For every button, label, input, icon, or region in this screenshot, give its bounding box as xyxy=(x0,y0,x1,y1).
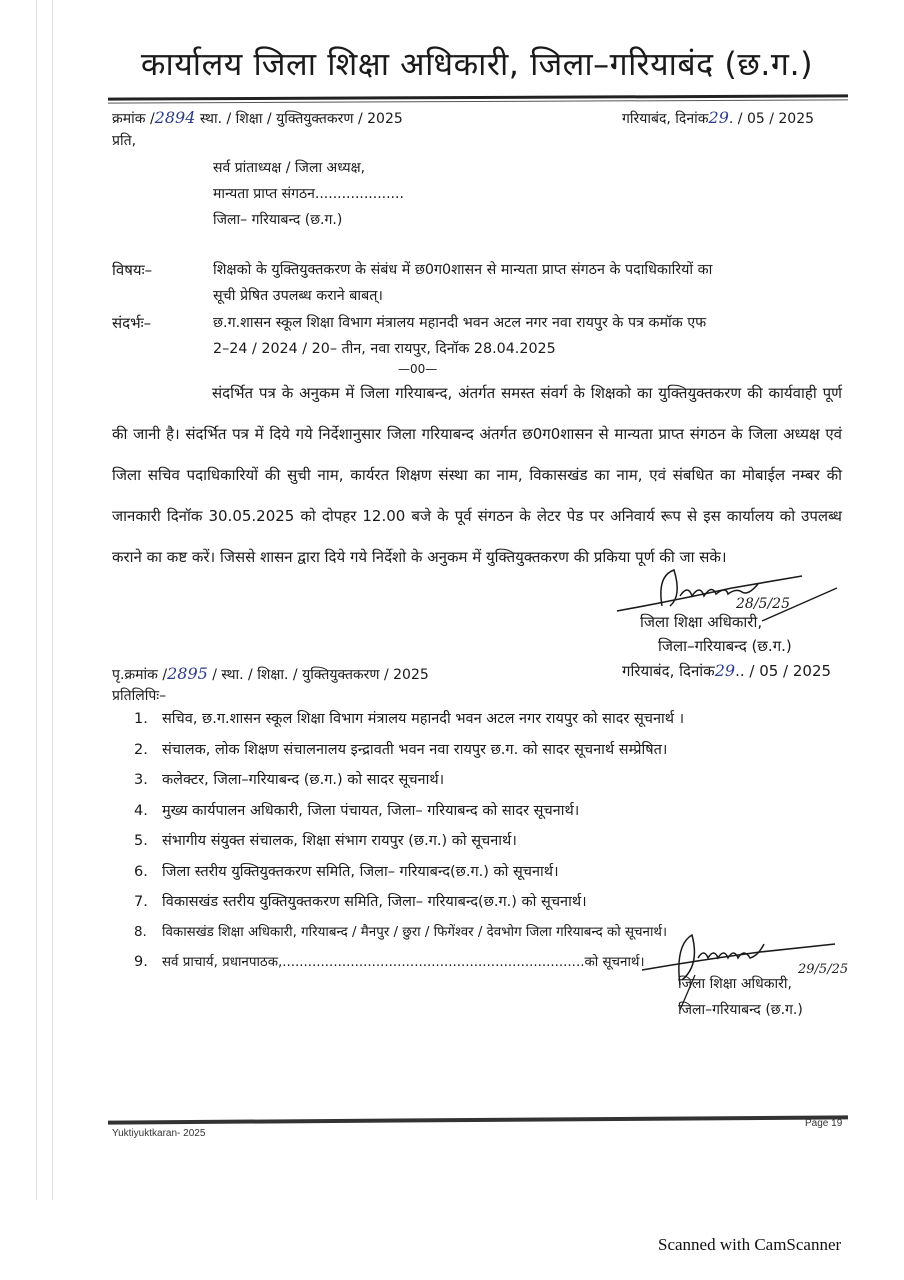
item-number: 3. xyxy=(134,772,148,788)
copy-signatory-title: जिला शिक्षा अधिकारी, xyxy=(678,976,792,992)
copy-list-item xyxy=(134,861,684,892)
body-text: संदर्भित पत्र के अनुकम में जिला गरियाबन्द, अंतर्गत समस्त संवर्ग के शिक्षको का युक्तियुक्तकरण की कार्यवाही पूर्ण की जानी है। संदर्भित पत्र में दिये गये निर्देशानुसार जिला गरियाबन्द अंतर्गत छ0ग0शासन से मान्यता प्राप्त संगठन के जिला अध्यक्ष एवं जिला सचिव पदाधिकारियों की सुची नाम, कार्यरत शिक्षण संस्था का नाम, विकासखंड का नाम, एवं संबधित का मोबाईल नम्बर की जानकारी दिनॉक 30.05.2025 को दोपहर 12.00 बजे के पूर्व संगठन के लेटर पेड पर अनिवार्य रूप से इस कार्यालय को उपलब्ध कराने का कष्ट करें। जिससे शासन द्वारा दिये गये निर्देशो के अनुकम में युक्तियुक्तकरण की प्रकिया पूर्ण की जा सके। xyxy=(112,384,842,566)
date-day-handwritten: 29 xyxy=(708,108,729,127)
copy-date-day-handwritten: 29 xyxy=(714,661,736,680)
copy-list-item xyxy=(134,922,684,953)
footer-left: Yuktiyuktkaran- 2025 xyxy=(112,1128,206,1139)
separator: —00— xyxy=(398,362,438,376)
item-text: सर्व प्राचार्य, प्रधानपाठक,.......................................................................को सूचनार्थ। xyxy=(162,955,645,970)
item-number: 8. xyxy=(134,924,147,940)
copy-list-item xyxy=(134,708,684,739)
ref-prefix: क्रमांक / xyxy=(112,111,155,127)
copy-ref-number-handwritten: 2895 xyxy=(167,664,208,683)
date-suffix: . / 05 / 2025 xyxy=(728,111,815,127)
copy-list xyxy=(134,708,684,983)
scan-edge-line xyxy=(36,0,37,1200)
footer-rule xyxy=(108,1115,848,1124)
copy-signatory-district: जिला–गरियाबन्द (छ.ग.) xyxy=(678,1002,803,1018)
subject-text: सूची प्रेषित उपलब्ध कराने बाबत्। xyxy=(213,288,383,304)
copy-date xyxy=(622,661,831,681)
item-number: 9. xyxy=(134,954,148,970)
reference-text: 2–24 / 2024 / 20– तीन, नवा रायपुर, दिनॉक 28.04.2025 xyxy=(213,341,556,357)
item-text: विकासखंड शिक्षा अधिकारी, गरियाबन्द / मैनपुर / छुरा / फिगेंश्वर / देवभोग जिला गरियाबन्द को सूचनार्थ। xyxy=(162,924,668,940)
subject-label: विषयः– xyxy=(112,261,153,279)
item-text: संचालक, लोक शिक्षण संचालनालय इन्द्रावती भवन नवा रायपुर छ.ग. को सादर सूचनार्थ सम्प्रेषित। xyxy=(162,741,668,758)
item-text: मुख्य कार्यपालन अधिकारी, जिला पंचायत, जिला– गरियाबन्द को सादर सूचनार्थ। xyxy=(162,802,580,819)
scan-edge-line xyxy=(52,0,53,1200)
item-text: कलेक्टर, जिला–गरियाबन्द (छ.ग.) को सादर सूचनार्थ। xyxy=(162,772,445,788)
ref-suffix: स्था. / शिक्षा / युक्तियुक्तकरण / 2025 xyxy=(199,111,403,127)
item-text: विकासखंड स्तरीय युक्तियुक्तकरण समिति, जिला– गरियाबन्द(छ.ग.) को सूचनार्थ। xyxy=(162,894,587,910)
signature-date-note: 29/5/25 xyxy=(798,962,849,977)
reference-text: छ.ग.शासन स्कूल शिक्षा विभाग मंत्रालय महानदी भवन अटल नगर नवा रायपुर के पत्र कमॉक एफ xyxy=(213,315,707,331)
office-title: कार्यालय जिला शिक्षा अधिकारी, जिला–गरियाबंद (छ.ग.) xyxy=(140,45,814,83)
camscanner-watermark: Scanned with CamScanner xyxy=(658,1235,842,1254)
item-number: 5. xyxy=(134,833,148,849)
copy-list-item xyxy=(134,830,684,861)
item-number: 2. xyxy=(134,741,148,758)
copy-reference xyxy=(112,664,429,684)
copy-date-prefix: गरियाबंद, दिनांक xyxy=(622,662,715,680)
copy-date-suffix: .. / 05 / 2025 xyxy=(735,662,832,680)
copy-list-item xyxy=(134,800,684,831)
copy-ref-prefix: पृ.क्रमांक / xyxy=(112,667,168,683)
to-label: प्रति, xyxy=(112,133,137,149)
item-text: सचिव, छ.ग.शासन स्कूल शिक्षा विभाग मंत्रालय महानदी भवन अटल नगर रायपुर को सादर सूचनार्थ । xyxy=(162,711,685,727)
item-number: 7. xyxy=(134,894,148,910)
signatory-district: जिला–गरियाबन्द (छ.ग.) xyxy=(658,637,792,655)
item-number: 4. xyxy=(134,802,148,819)
copy-list-item xyxy=(134,891,684,922)
ref-number-handwritten: 2894 xyxy=(154,108,196,127)
copy-list-item xyxy=(134,739,684,770)
reference-label: संदर्भः– xyxy=(112,314,152,332)
copy-list-item xyxy=(134,769,684,800)
item-text: संभागीय संयुक्त संचालक, शिक्षा संभाग रायपुर (छ.ग.) को सूचनार्थ। xyxy=(162,833,517,849)
recipient-line: मान्यता प्राप्त संगठन.................... xyxy=(213,186,404,202)
body-paragraph xyxy=(112,373,842,578)
letter-reference xyxy=(112,108,403,128)
recipient-line: सर्व प्रांताध्यक्ष / जिला अध्यक्ष, xyxy=(213,160,366,176)
recipient-line: जिला– गरियाबन्द (छ.ग.) xyxy=(213,212,343,228)
footer-page-number: Page 19 xyxy=(805,1118,843,1129)
date-prefix: गरियाबंद, दिनांक xyxy=(622,111,709,127)
item-text: जिला स्तरीय युक्तियुक्तकरण समिति, जिला– गरियाबन्द(छ.ग.) को सूचनार्थ। xyxy=(162,863,559,880)
copy-list-item xyxy=(134,952,684,983)
copy-ref-suffix: / स्था. / शिक्षा. / युक्तियुक्तकरण / 2025 xyxy=(212,667,429,683)
subject-text: शिक्षको के युक्तियुक्तकरण के संबंध में छ0ग0शासन से मान्यता प्राप्त संगठन के पदाधिकारियों का xyxy=(213,262,713,278)
item-number: 1. xyxy=(134,711,148,727)
item-number: 6. xyxy=(134,863,148,880)
signature-date-note: 28/5/25 xyxy=(736,596,790,612)
signatory-title: जिला शिक्षा अधिकारी, xyxy=(640,613,763,631)
letter-date xyxy=(622,108,814,128)
copy-label: प्रतिलिपिः– xyxy=(112,688,167,704)
